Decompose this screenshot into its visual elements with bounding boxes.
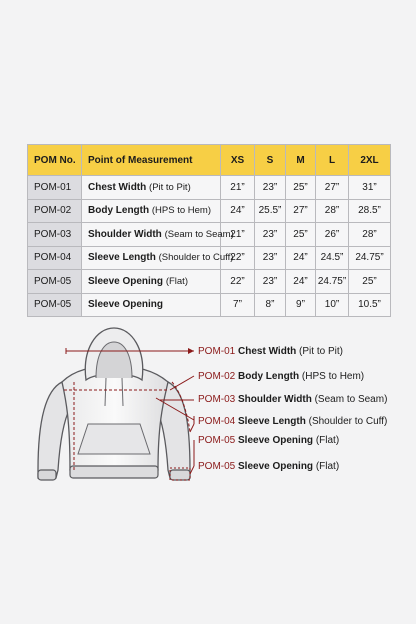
measurement-label: Sleeve Length — [88, 252, 156, 264]
header-pom-no: POM No. — [28, 145, 82, 176]
value-l: 28” — [316, 199, 349, 223]
measurement-label: Chest Width — [88, 181, 147, 193]
measurement-name — [82, 293, 221, 317]
measurement-name — [82, 199, 221, 223]
callout-sleeve-length — [198, 416, 387, 427]
value-l: 10” — [316, 293, 349, 317]
value-2xl: 10.5” — [349, 293, 391, 317]
value-m: 25” — [286, 176, 316, 200]
measurement-note: (Pit to Pit) — [149, 181, 191, 193]
table-row — [28, 270, 391, 294]
pom-code: POM-05 — [28, 293, 82, 317]
header-size-m: M — [286, 145, 316, 176]
callout-code: POM-05 — [198, 461, 236, 472]
pom-code: POM-05 — [28, 270, 82, 294]
pom-code: POM-04 — [28, 246, 82, 270]
callout-code: POM-01 — [198, 346, 236, 357]
callout-note: (Pit to Pit) — [299, 346, 343, 357]
measurement-label: Sleeve Opening — [88, 299, 164, 311]
value-l: 24.75” — [316, 270, 349, 294]
measurement-note: (HPS to Hem) — [151, 205, 212, 217]
header-point-of-measurement: Point of Measurement — [82, 145, 221, 176]
value-m: 27” — [286, 199, 316, 223]
measurement-note: (Shoulder to Cuff) — [158, 252, 234, 264]
callout-note: (Flat) — [315, 461, 340, 472]
pom-code: POM-03 — [28, 223, 82, 247]
callout-sleeve-opening — [198, 461, 339, 472]
pom-code: POM-02 — [28, 199, 82, 223]
header-size-s: S — [255, 145, 286, 176]
value-m: 24” — [286, 246, 316, 270]
value-m: 25” — [286, 223, 316, 247]
value-l: 26” — [316, 223, 349, 247]
value-s: 8” — [255, 293, 286, 317]
callout-sleeve-opening — [198, 435, 339, 446]
value-xs: 21” — [221, 176, 255, 200]
table-row — [28, 176, 391, 200]
pom-code: POM-01 — [28, 176, 82, 200]
value-xs: 24” — [221, 199, 255, 223]
measurement-label: Sleeve Opening — [88, 275, 164, 287]
value-2xl: 28” — [349, 223, 391, 247]
header-size-l: L — [316, 145, 349, 176]
callout-note: (HPS to Hem) — [301, 371, 365, 382]
header-size-xs: XS — [221, 145, 255, 176]
callout-body-length — [198, 371, 364, 382]
value-m: 9” — [286, 293, 316, 317]
callout-name: Sleeve Opening — [238, 461, 314, 472]
callout-note: (Flat) — [315, 435, 340, 446]
value-xs: 21” — [221, 223, 255, 247]
measurement-table — [27, 144, 391, 317]
header-size-2xl: 2XL — [349, 145, 391, 176]
measurement-label: Shoulder Width — [88, 228, 162, 240]
value-2xl: 25” — [349, 270, 391, 294]
measurement-name — [82, 270, 221, 294]
measurement-name — [82, 176, 221, 200]
measurement-note: (Flat) — [165, 275, 188, 287]
value-l: 24.5” — [316, 246, 349, 270]
callout-name: Body Length — [238, 371, 300, 382]
value-xs: 22” — [221, 270, 255, 294]
callout-chest-width — [198, 346, 343, 357]
value-s: 23” — [255, 176, 286, 200]
measurement-name — [82, 223, 234, 247]
callout-name: Shoulder Width — [238, 394, 312, 405]
table-row — [28, 199, 391, 223]
callout-name: Sleeve Opening — [238, 435, 314, 446]
callout-note: (Seam to Seam) — [314, 394, 388, 405]
callout-code: POM-04 — [198, 416, 236, 427]
callout-shoulder-width — [198, 394, 387, 405]
callout-name: Sleeve Length — [238, 416, 306, 427]
measurement-note: (Seam to Seam) — [164, 228, 234, 240]
value-2xl: 24.75” — [349, 246, 391, 270]
callout-code: POM-02 — [198, 371, 236, 382]
value-m: 24” — [286, 270, 316, 294]
callout-name: Chest Width — [238, 346, 297, 357]
table-row — [28, 293, 391, 317]
value-2xl: 28.5” — [349, 199, 391, 223]
table-row — [28, 223, 391, 247]
value-xs: 22” — [221, 246, 255, 270]
value-s: 23” — [255, 270, 286, 294]
callout-code: POM-05 — [198, 435, 236, 446]
value-s: 25.5” — [255, 199, 286, 223]
callout-code: POM-03 — [198, 394, 236, 405]
table-row — [28, 246, 391, 270]
measurement-name — [82, 246, 234, 270]
measurement-label: Body Length — [88, 205, 150, 217]
value-2xl: 31” — [349, 176, 391, 200]
value-xs: 7” — [221, 293, 255, 317]
value-l: 27” — [316, 176, 349, 200]
value-s: 23” — [255, 246, 286, 270]
callout-note: (Shoulder to Cuff) — [308, 416, 388, 427]
table-header-row — [28, 145, 391, 176]
hoodie-measurement-diagram — [0, 320, 416, 500]
value-s: 23” — [255, 223, 286, 247]
size-chart — [27, 144, 390, 317]
